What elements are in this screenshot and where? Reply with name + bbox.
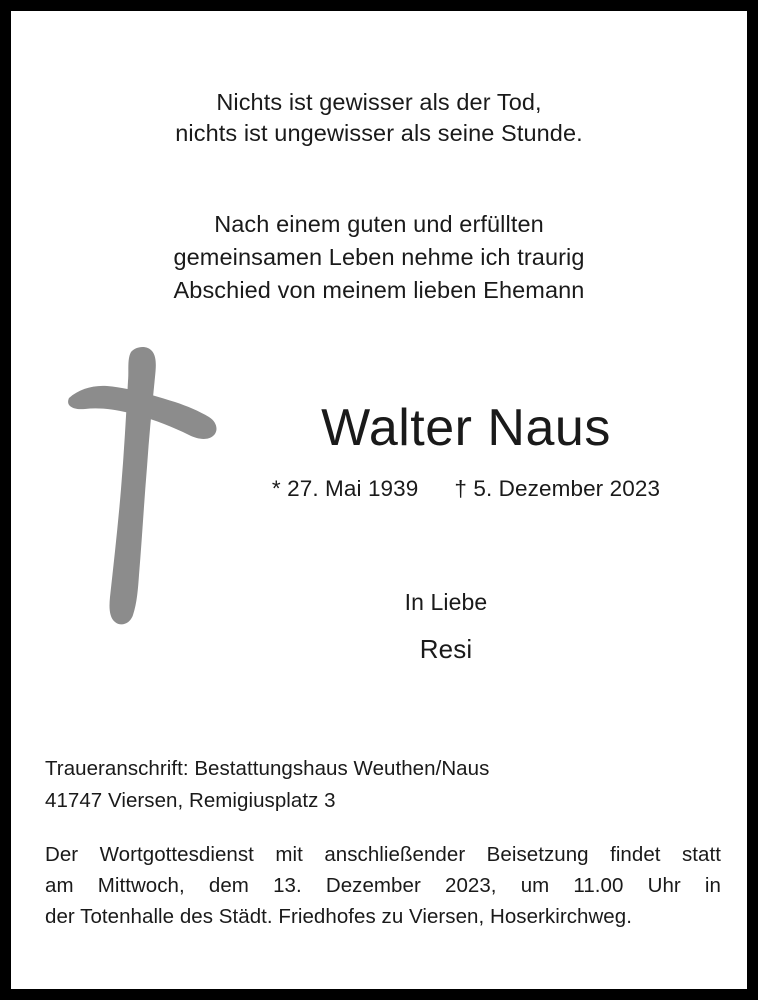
intro-text	[29, 208, 729, 308]
page-title: Walter Naus	[321, 399, 611, 457]
cross-icon	[57, 345, 227, 630]
verse-line-1: Nichts ist gewisser als der Tod,	[216, 89, 542, 115]
closing-block	[206, 589, 686, 665]
signer-name: Resi	[419, 634, 473, 664]
service-info-line-1: Der Wortgottesdienst mit anschließender Beisetzung findet statt	[45, 843, 721, 866]
mourning-address-line-1: Traueranschrift: Bestattungshaus Weuthen/Naus	[45, 757, 490, 780]
intro-line-2: gemeinsamen Leben nehme ich traurig	[173, 243, 585, 270]
mourning-address	[45, 753, 721, 817]
verse-line-2: nichts ist ungewisser als seine Stunde.	[175, 120, 583, 147]
birth-date: * 27. Mai 1939	[271, 475, 419, 501]
obituary-border-frame	[9, 9, 749, 991]
mourning-address-line-2: 41747 Viersen, Remigiusplatz 3	[45, 788, 336, 812]
verse-quote	[29, 87, 729, 150]
service-info-line-3: der Totenhalle des Städt. Friedhofes zu Viersen, Hoserkirchweg.	[45, 905, 632, 929]
death-date: † 5. Dezember 2023	[454, 475, 661, 501]
name-block	[206, 401, 726, 502]
intro-line-3: Abschied von meinem lieben Ehemann	[173, 277, 585, 304]
intro-line-1: Nach einem guten und erfüllten	[214, 210, 544, 237]
service-info-line-2: am Mittwoch, dem 13. Dezember 2023, um 11.00 Uhr in	[45, 874, 721, 898]
service-info	[45, 839, 721, 932]
life-dates	[206, 476, 726, 502]
closing-line: In Liebe	[404, 589, 488, 615]
obituary-content	[11, 11, 747, 989]
